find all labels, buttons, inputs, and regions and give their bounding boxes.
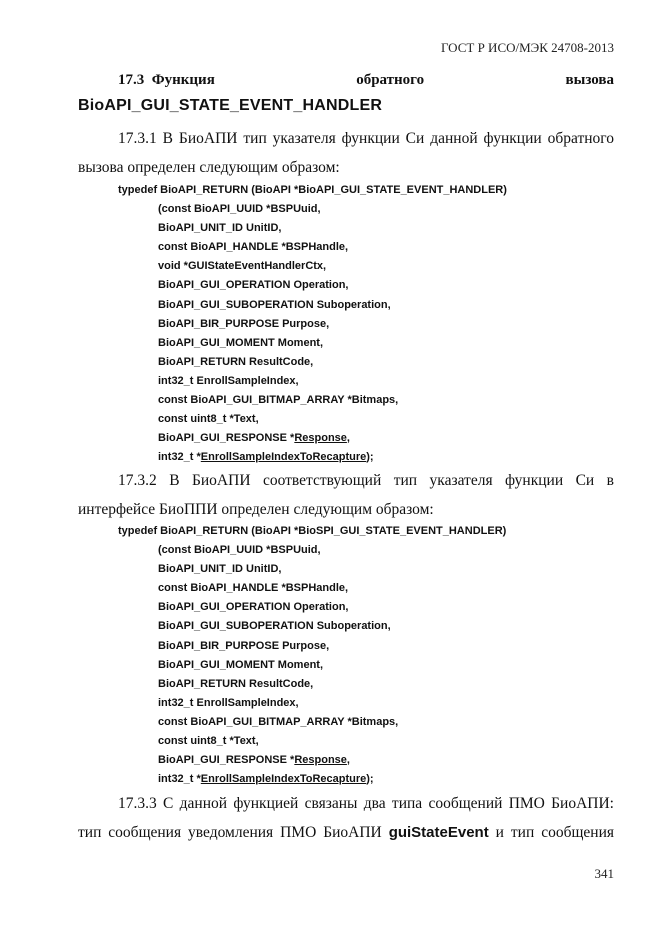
code-param-line: const BioAPI_GUI_BITMAP_ARRAY *Bitmaps, xyxy=(158,715,399,728)
code-param-line-response xyxy=(118,751,506,770)
paragraph-17-3-1 xyxy=(78,124,614,182)
paragraph-line: 17.3.3 С данной функцией связаны два типа сообщений ПМО БиоАПИ: xyxy=(118,795,614,812)
section-heading xyxy=(78,72,614,89)
paragraph-text: тип сообщения уведомления ПМО БиоАПИ xyxy=(78,824,389,841)
code-text: BioAPI_GUI_RESPONSE * xyxy=(158,432,295,445)
paragraph-17-3-3 xyxy=(78,789,614,847)
code-text: ); xyxy=(366,451,374,464)
code-text: , xyxy=(346,754,350,767)
code-block-bioapi-handler xyxy=(118,181,507,467)
code-param-line-recapture xyxy=(118,448,507,467)
code-typedef-line: typedef BioAPI_RETURN (BioAPI *BioSPI_GUI_STATE_EVENT_HANDLER) xyxy=(118,525,507,537)
code-text: ); xyxy=(366,773,374,786)
response-param-name: Response xyxy=(294,432,347,445)
code-param-line-recapture xyxy=(118,770,506,789)
inline-code-gui-state-event: guiStateEvent xyxy=(388,824,489,841)
recapture-param-name: EnrollSampleIndexToRecapture xyxy=(200,773,367,786)
code-param-line: BioAPI_RETURN ResultCode, xyxy=(158,355,314,368)
code-param-line: BioAPI_GUI_SUBOPERATION Suboperation, xyxy=(158,298,391,311)
code-text: , xyxy=(346,432,350,445)
code-param-line: BioAPI_GUI_SUBOPERATION Suboperation, xyxy=(158,620,391,633)
paragraph-line: интерфейсе БиоППИ определен следующим образом: xyxy=(78,501,434,518)
code-typedef-line: typedef BioAPI_RETURN (BioAPI *BioAPI_GUI_STATE_EVENT_HANDLER) xyxy=(118,184,507,196)
section-title-code: BioAPI_GUI_STATE_EVENT_HANDLER xyxy=(78,97,383,114)
code-param-line: BioAPI_BIR_PURPOSE Purpose, xyxy=(158,317,330,330)
paragraph-text: и тип сообщения xyxy=(488,824,614,841)
code-param-line-response xyxy=(118,429,507,448)
code-text: int32_t * xyxy=(158,773,201,786)
paragraph-17-3-2 xyxy=(78,466,614,524)
code-param-line: BioAPI_RETURN ResultCode, xyxy=(158,677,314,690)
paragraph-line: вызова определен следующим образом: xyxy=(78,159,340,176)
code-param-line: const BioAPI_HANDLE *BSPHandle, xyxy=(158,241,349,254)
code-text: int32_t * xyxy=(158,451,201,464)
code-param-line: const uint8_t *Text, xyxy=(158,735,259,748)
section-number: 17.3 xyxy=(118,72,145,88)
section-title-word-3: вызова xyxy=(565,72,614,88)
standard-code-header: ГОСТ Р ИСО/МЭК 24708-2013 xyxy=(440,40,614,55)
code-param-line: BioAPI_BIR_PURPOSE Purpose, xyxy=(158,639,330,652)
recapture-param-name: EnrollSampleIndexToRecapture xyxy=(200,451,367,464)
section-title-word-1: Функция xyxy=(151,72,215,88)
section-title-word-2: обратного xyxy=(356,72,425,88)
paragraph-line: 17.3.1 В БиоАПИ тип указателя функции Си данной функции обратного xyxy=(118,130,614,147)
code-param-line: const BioAPI_GUI_BITMAP_ARRAY *Bitmaps, xyxy=(158,394,399,407)
code-param-line: int32_t EnrollSampleIndex, xyxy=(158,374,299,387)
code-param-line: BioAPI_GUI_MOMENT Moment, xyxy=(158,336,324,349)
paragraph-line xyxy=(78,818,614,847)
code-param-line: (const BioAPI_UUID *BSPUuid, xyxy=(158,203,321,216)
code-param-line: BioAPI_GUI_OPERATION Operation, xyxy=(158,279,349,292)
code-block-biospi-handler xyxy=(118,522,506,789)
code-param-line: const uint8_t *Text, xyxy=(158,413,259,426)
code-param-line: BioAPI_UNIT_ID UnitID, xyxy=(158,222,282,235)
page-number: 341 xyxy=(594,866,614,881)
paragraph-line: 17.3.2 В БиоАПИ соответствующий тип указателя функции Си в xyxy=(118,472,614,489)
section-heading-start xyxy=(78,72,215,89)
code-param-line: const BioAPI_HANDLE *BSPHandle, xyxy=(158,582,349,595)
response-param-name: Response xyxy=(294,754,347,767)
code-param-line: (const BioAPI_UUID *BSPUuid, xyxy=(158,544,321,557)
code-param-line: void *GUIStateEventHandlerCtx, xyxy=(158,260,327,273)
code-param-line: int32_t EnrollSampleIndex, xyxy=(158,696,299,709)
code-param-line: BioAPI_UNIT_ID UnitID, xyxy=(158,563,282,576)
code-param-line: BioAPI_GUI_MOMENT Moment, xyxy=(158,658,324,671)
code-text: BioAPI_GUI_RESPONSE * xyxy=(158,754,295,767)
code-param-line: BioAPI_GUI_OPERATION Operation, xyxy=(158,601,349,614)
